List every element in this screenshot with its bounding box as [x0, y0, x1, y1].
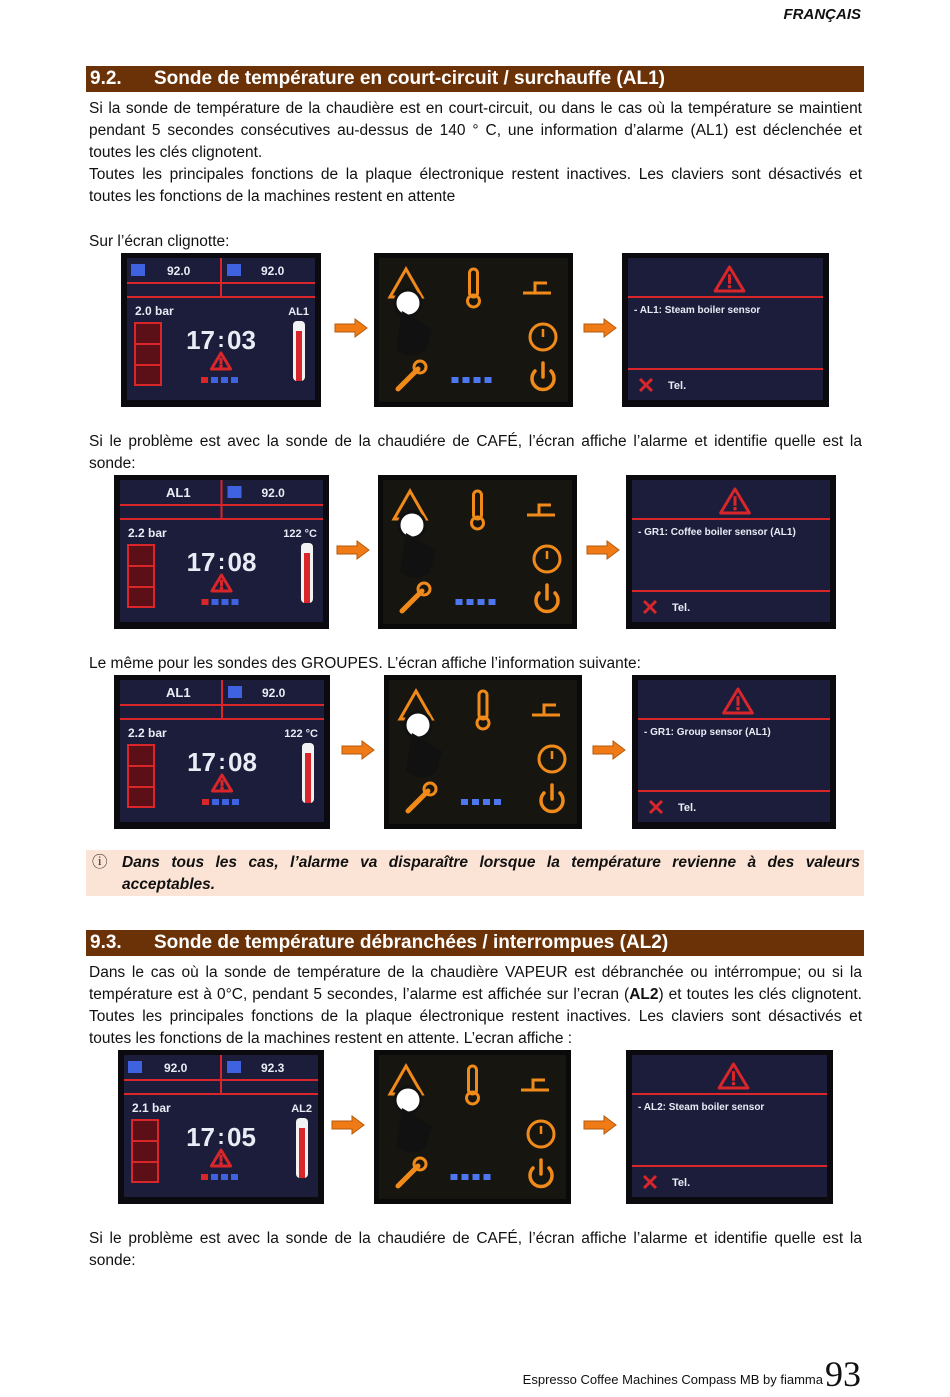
- section-heading-9-3: [86, 930, 864, 956]
- alarm-code: AL1: [166, 685, 191, 700]
- indicator-dot: [232, 799, 239, 805]
- pressure-reading: 2.2 bar: [128, 726, 167, 740]
- arrow-right-icon: [582, 1114, 618, 1136]
- page-number: 93: [825, 1354, 861, 1394]
- paragraph-part: Dans le cas où la sonde de température de la chaudière VAPEUR est débranchée ou intérrompue; ou si la température est à 0°C, pendant 5 secondes, l’alarme est affichée sur l’ecran (: [89, 964, 862, 1003]
- temperature-reading: 92.0: [164, 1061, 188, 1075]
- cafe-text-2: Si le problème est avec la sonde de la chaudiére de CAFÉ, l’écran affiche l’alarme et identifie quelle est la sonde:: [89, 1230, 862, 1269]
- arrow-right-icon: [582, 317, 618, 339]
- side-readout: AL1: [288, 306, 309, 318]
- boiler-icon: [227, 264, 241, 276]
- screen-label: Sur l’écran clignotte:: [89, 233, 230, 250]
- indicator-dot: [467, 599, 474, 605]
- section-9-3-body: [89, 962, 862, 1050]
- indicator-dot: [451, 1174, 458, 1180]
- alarm-message: - GR1: Group sensor (AL1): [644, 727, 771, 738]
- arrow-right-icon: [330, 1114, 366, 1136]
- pressure-reading: 2.2 bar: [128, 526, 167, 540]
- screen-background: [632, 1055, 827, 1197]
- info-note: [86, 850, 864, 896]
- groups-text: Le même pour les sondes des GROUPES. L’écran affiche l’information suivante:: [89, 655, 641, 672]
- status-screen-image: [121, 253, 321, 407]
- temperature-reading: 92.0: [261, 486, 285, 500]
- indicator-dot: [212, 599, 219, 605]
- pressure-gauge: [128, 545, 154, 607]
- alarm-code-bold: AL2: [629, 986, 659, 1003]
- finger-tip: [405, 712, 431, 738]
- arrow-right-icon: [585, 539, 621, 561]
- tel-label: Tel.: [668, 380, 687, 392]
- pressure-gauge: [128, 745, 154, 807]
- indicator-dot: [231, 1174, 238, 1180]
- section-9-2-body: [89, 98, 862, 208]
- indicator-dot: [201, 377, 208, 383]
- side-readout: AL2: [291, 1103, 312, 1115]
- alarm-message: - AL1: Steam boiler sensor: [634, 305, 761, 316]
- arrow-right-icon: [335, 539, 371, 561]
- tel-label: Tel.: [678, 802, 697, 814]
- finger-tip: [395, 1087, 421, 1113]
- keypad-image: [378, 475, 577, 629]
- paragraph: Toutes les principales fonctions de la plaque électronique restent inactives. Les claviers sont désactivés et toutes les fonctions de la machines restent en attente: [89, 166, 862, 205]
- indicator-dot: [452, 377, 459, 383]
- clock-minutes: 03: [227, 325, 256, 355]
- indicator-dot: [231, 377, 238, 383]
- indicator-dot: [212, 799, 219, 805]
- clock-hours: 17: [186, 325, 215, 355]
- indicator-dot: [462, 1174, 469, 1180]
- indicator-dot: [484, 1174, 491, 1180]
- footer-text: Espresso Coffee Machines Compass MB by fiamma: [522, 1372, 823, 1387]
- info-icon: ⓘ: [92, 854, 108, 871]
- side-readout: 122 °C: [283, 528, 317, 540]
- paragraph: Si la sonde de température de la chaudière est en court-circuit, ou dans le cas où la température se maintient pendant 5 secondes consécutives au-dessus de 140 ° C, une information d’alarme (AL1) est déclenchée et toutes les clés clignotent.: [89, 100, 862, 161]
- status-screen-image: [114, 475, 329, 629]
- pressure-reading: 2.1 bar: [132, 1101, 171, 1115]
- cafe-text: Si le problème est avec la sonde de la chaudiére de CAFÉ, l’écran affiche l’alarme et identifie quelle est la sonde:: [89, 433, 862, 472]
- boiler-icon: [228, 486, 242, 498]
- indicator-dot: [222, 799, 229, 805]
- finger-tip: [395, 290, 421, 316]
- pressure-gauge: [135, 323, 161, 385]
- arrow-shape: [342, 741, 374, 759]
- keypad-image: [374, 1050, 571, 1204]
- clock-hours: 17: [186, 1122, 215, 1152]
- arrow-right-icon: [333, 317, 369, 339]
- clock-hours: 17: [187, 747, 216, 777]
- boiler-icon: [128, 1061, 142, 1073]
- indicator-dot: [494, 799, 501, 805]
- thermometer-fill: [299, 1128, 305, 1178]
- screen-row-2: [0, 475, 950, 631]
- alarm-screen-image: [626, 1050, 833, 1204]
- indicator-dot: [211, 1174, 218, 1180]
- alarm-message: - GR1: Coffee boiler sensor (AL1): [638, 527, 796, 538]
- screen-background: [628, 258, 823, 400]
- side-readout: 122 °C: [284, 728, 318, 740]
- indicator-dot: [473, 1174, 480, 1180]
- arrow-shape: [332, 1116, 364, 1134]
- arrow-shape: [584, 319, 616, 337]
- section-title: Sonde de température débranchées / interrompues (AL2): [154, 932, 669, 953]
- clock-minutes: 08: [228, 747, 257, 777]
- alarm-screen-image: [632, 675, 836, 829]
- clock-separator: :: [217, 549, 226, 574]
- clock-hours: 17: [186, 547, 216, 577]
- section-number: 9.2.: [90, 68, 122, 89]
- section-title: Sonde de température en court-circuit / surchauffe (AL1): [154, 68, 665, 89]
- paragraph-part: ) et toutes les clés clignotent. Toutes les principales fonctions de la plaque électronique restent inactives. Les claviers sont désactivés et toutes les fonctions de la machines restent en attente. L’ecran affiche :: [89, 986, 862, 1047]
- clock-minutes: 08: [227, 547, 257, 577]
- thermometer-fill: [304, 553, 310, 603]
- arrow-shape: [584, 1116, 616, 1134]
- arrow-shape: [587, 541, 619, 559]
- indicator-dot: [201, 1174, 208, 1180]
- indicator-dot: [461, 799, 468, 805]
- note-text: Dans tous les cas, l’alarme va disparaître lorsque la température revienne à des valeurs acceptables.: [122, 854, 860, 893]
- indicator-dot: [202, 599, 209, 605]
- arrow-shape: [593, 741, 625, 759]
- alarm-code: AL1: [166, 485, 191, 500]
- temperature-reading: 92.0: [262, 686, 286, 700]
- arrow-shape: [337, 541, 369, 559]
- thermometer-fill: [305, 753, 311, 803]
- screen-background: [638, 680, 830, 822]
- boiler-icon: [228, 686, 242, 698]
- indicator-dot: [222, 599, 229, 605]
- boiler-icon: [131, 264, 145, 276]
- status-screen-image: [118, 1050, 324, 1204]
- indicator-dot: [221, 1174, 228, 1180]
- clock-minutes: 05: [227, 1122, 256, 1152]
- temperature-reading: 92.3: [261, 1061, 285, 1075]
- indicator-dot: [463, 377, 470, 383]
- indicator-dot: [489, 599, 496, 605]
- status-screen-image: [114, 675, 330, 829]
- alarm-screen-image: [626, 475, 836, 629]
- section-number: 9.3.: [90, 932, 122, 953]
- arrow-shape: [335, 319, 367, 337]
- arrow-right-icon: [591, 739, 627, 761]
- indicator-dot: [221, 377, 228, 383]
- indicator-dot: [474, 377, 481, 383]
- keypad-image: [384, 675, 582, 829]
- language-label: FRANÇAIS: [783, 6, 861, 23]
- screen-row-4: [0, 1050, 950, 1206]
- indicator-dot: [211, 377, 218, 383]
- indicator-dot: [483, 799, 490, 805]
- clock-separator: :: [218, 749, 226, 774]
- alarm-message: - AL2: Steam boiler sensor: [638, 1102, 765, 1113]
- finger-tip: [399, 512, 425, 538]
- pressure-reading: 2.0 bar: [135, 304, 174, 318]
- temperature-reading: 92.0: [167, 264, 191, 278]
- indicator-dot: [456, 599, 463, 605]
- screen-row-3: [0, 675, 950, 831]
- tel-label: Tel.: [672, 602, 691, 614]
- screen-row-1: [0, 253, 950, 409]
- pressure-gauge: [132, 1120, 158, 1182]
- indicator-dot: [485, 377, 492, 383]
- indicator-dot: [478, 599, 485, 605]
- indicator-dot: [472, 799, 479, 805]
- screen-background: [632, 480, 830, 622]
- arrow-right-icon: [340, 739, 376, 761]
- alarm-screen-image: [622, 253, 829, 407]
- indicator-dot: [232, 599, 239, 605]
- page-footer: [523, 1353, 861, 1395]
- indicator-dot: [202, 799, 209, 805]
- boiler-icon: [227, 1061, 241, 1073]
- temperature-reading: 92.0: [261, 264, 285, 278]
- clock-separator: :: [217, 1124, 225, 1149]
- tel-label: Tel.: [672, 1177, 691, 1189]
- section-heading-9-2: [86, 66, 864, 92]
- thermometer-fill: [296, 331, 302, 381]
- clock-separator: :: [217, 327, 225, 352]
- keypad-image: [374, 253, 573, 407]
